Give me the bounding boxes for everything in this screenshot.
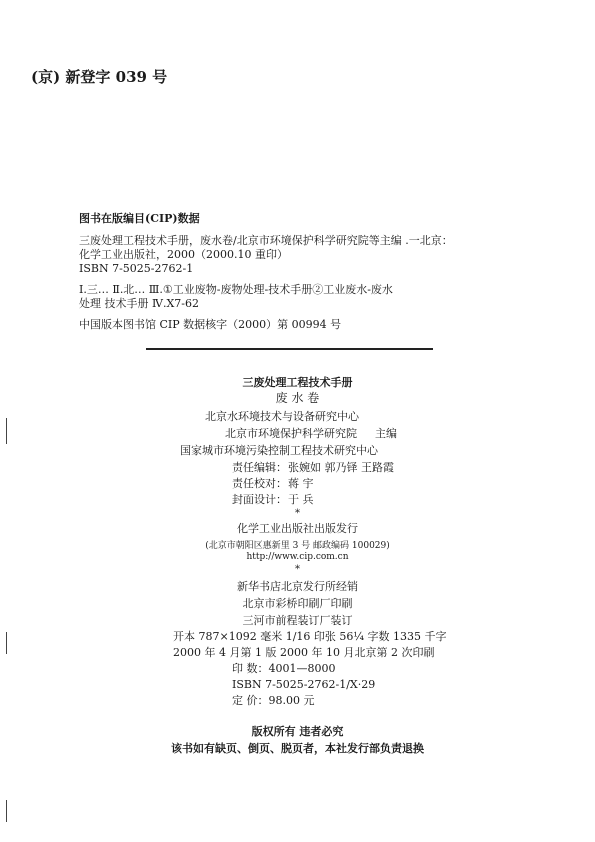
registration-number: (京) 新登字 039 号 [31, 68, 168, 86]
org-2-role: 主编 [375, 427, 397, 440]
edition-info: 2000 年 4 月第 1 版 2000 年 10 月北京第 2 次印刷 [173, 646, 435, 659]
cip-line-5: 处理 技术手册 Ⅳ.X7-62 [79, 297, 200, 310]
isbn-full: ISBN 7-5025-2762-1/X·29 [232, 678, 376, 691]
binder: 三河市前程装订厂装订 [242, 614, 353, 627]
scan-edge-mark [6, 632, 7, 654]
copyright-notice: 版权所有 违者必究 [251, 725, 344, 738]
print-run: 印 数：4001—8000 [232, 662, 336, 675]
publisher-url: http://www.cip.com.cn [246, 552, 349, 562]
format-specs: 开本 787×1092 毫米 1/16 印张 56¼ 字数 1335 千字 [173, 630, 447, 643]
cover-design-name: 于 兵 [288, 493, 314, 506]
book-title: 三废处理工程技术手册 [242, 376, 353, 389]
editor-label: 责任编辑： [232, 461, 287, 474]
return-notice: 该书如有缺页、倒页、脱页者，本社发行部负责退换 [171, 742, 424, 755]
cip-line-1: 三废处理工程技术手册，废水卷/北京市环境保护科学研究院等主编 .一北京： [79, 234, 453, 247]
book-volume: 废 水 卷 [275, 391, 320, 405]
scan-edge-mark [6, 418, 7, 444]
divider-rule [146, 348, 433, 350]
proofreader-name: 蒋 宇 [288, 477, 314, 490]
org-2: 北京市环境保护科学研究院 [225, 427, 357, 440]
proofreader-label: 责任校对： [232, 477, 287, 490]
publisher-address: (北京市朝阳区惠新里 3 号 邮政编码 100029) [205, 541, 390, 551]
distributor: 新华书店北京发行所经销 [237, 580, 358, 593]
editor-names: 张婉如 郭乃铎 王路霞 [288, 461, 394, 474]
price: 定 价：98.00 元 [232, 694, 315, 707]
separator-star-1: * [295, 508, 300, 519]
cip-isbn: ISBN 7-5025-2762-1 [79, 262, 194, 275]
cip-line-2: 化学工业出版社，2000（2000.10 重印） [79, 248, 288, 261]
org-3: 国家城市环境污染控制工程技术研究中心 [180, 444, 378, 457]
cip-catalog-number: 中国版本图书馆 CIP 数据核字（2000）第 00994 号 [79, 318, 342, 331]
org-1: 北京水环境技术与设备研究中心 [205, 410, 359, 423]
separator-star-2: * [295, 564, 300, 575]
scan-edge-mark [6, 800, 7, 822]
cip-line-4: Ⅰ.三… Ⅱ.北… Ⅲ.①工业废物-废物处理-技术手册②工业废水-废水 [79, 283, 393, 296]
publisher-name: 化学工业出版社出版发行 [237, 522, 358, 535]
cover-design-label: 封面设计： [232, 493, 287, 506]
cip-heading: 图书在版编目(CIP)数据 [79, 212, 200, 225]
printer: 北京市彩桥印刷厂印刷 [242, 597, 353, 610]
